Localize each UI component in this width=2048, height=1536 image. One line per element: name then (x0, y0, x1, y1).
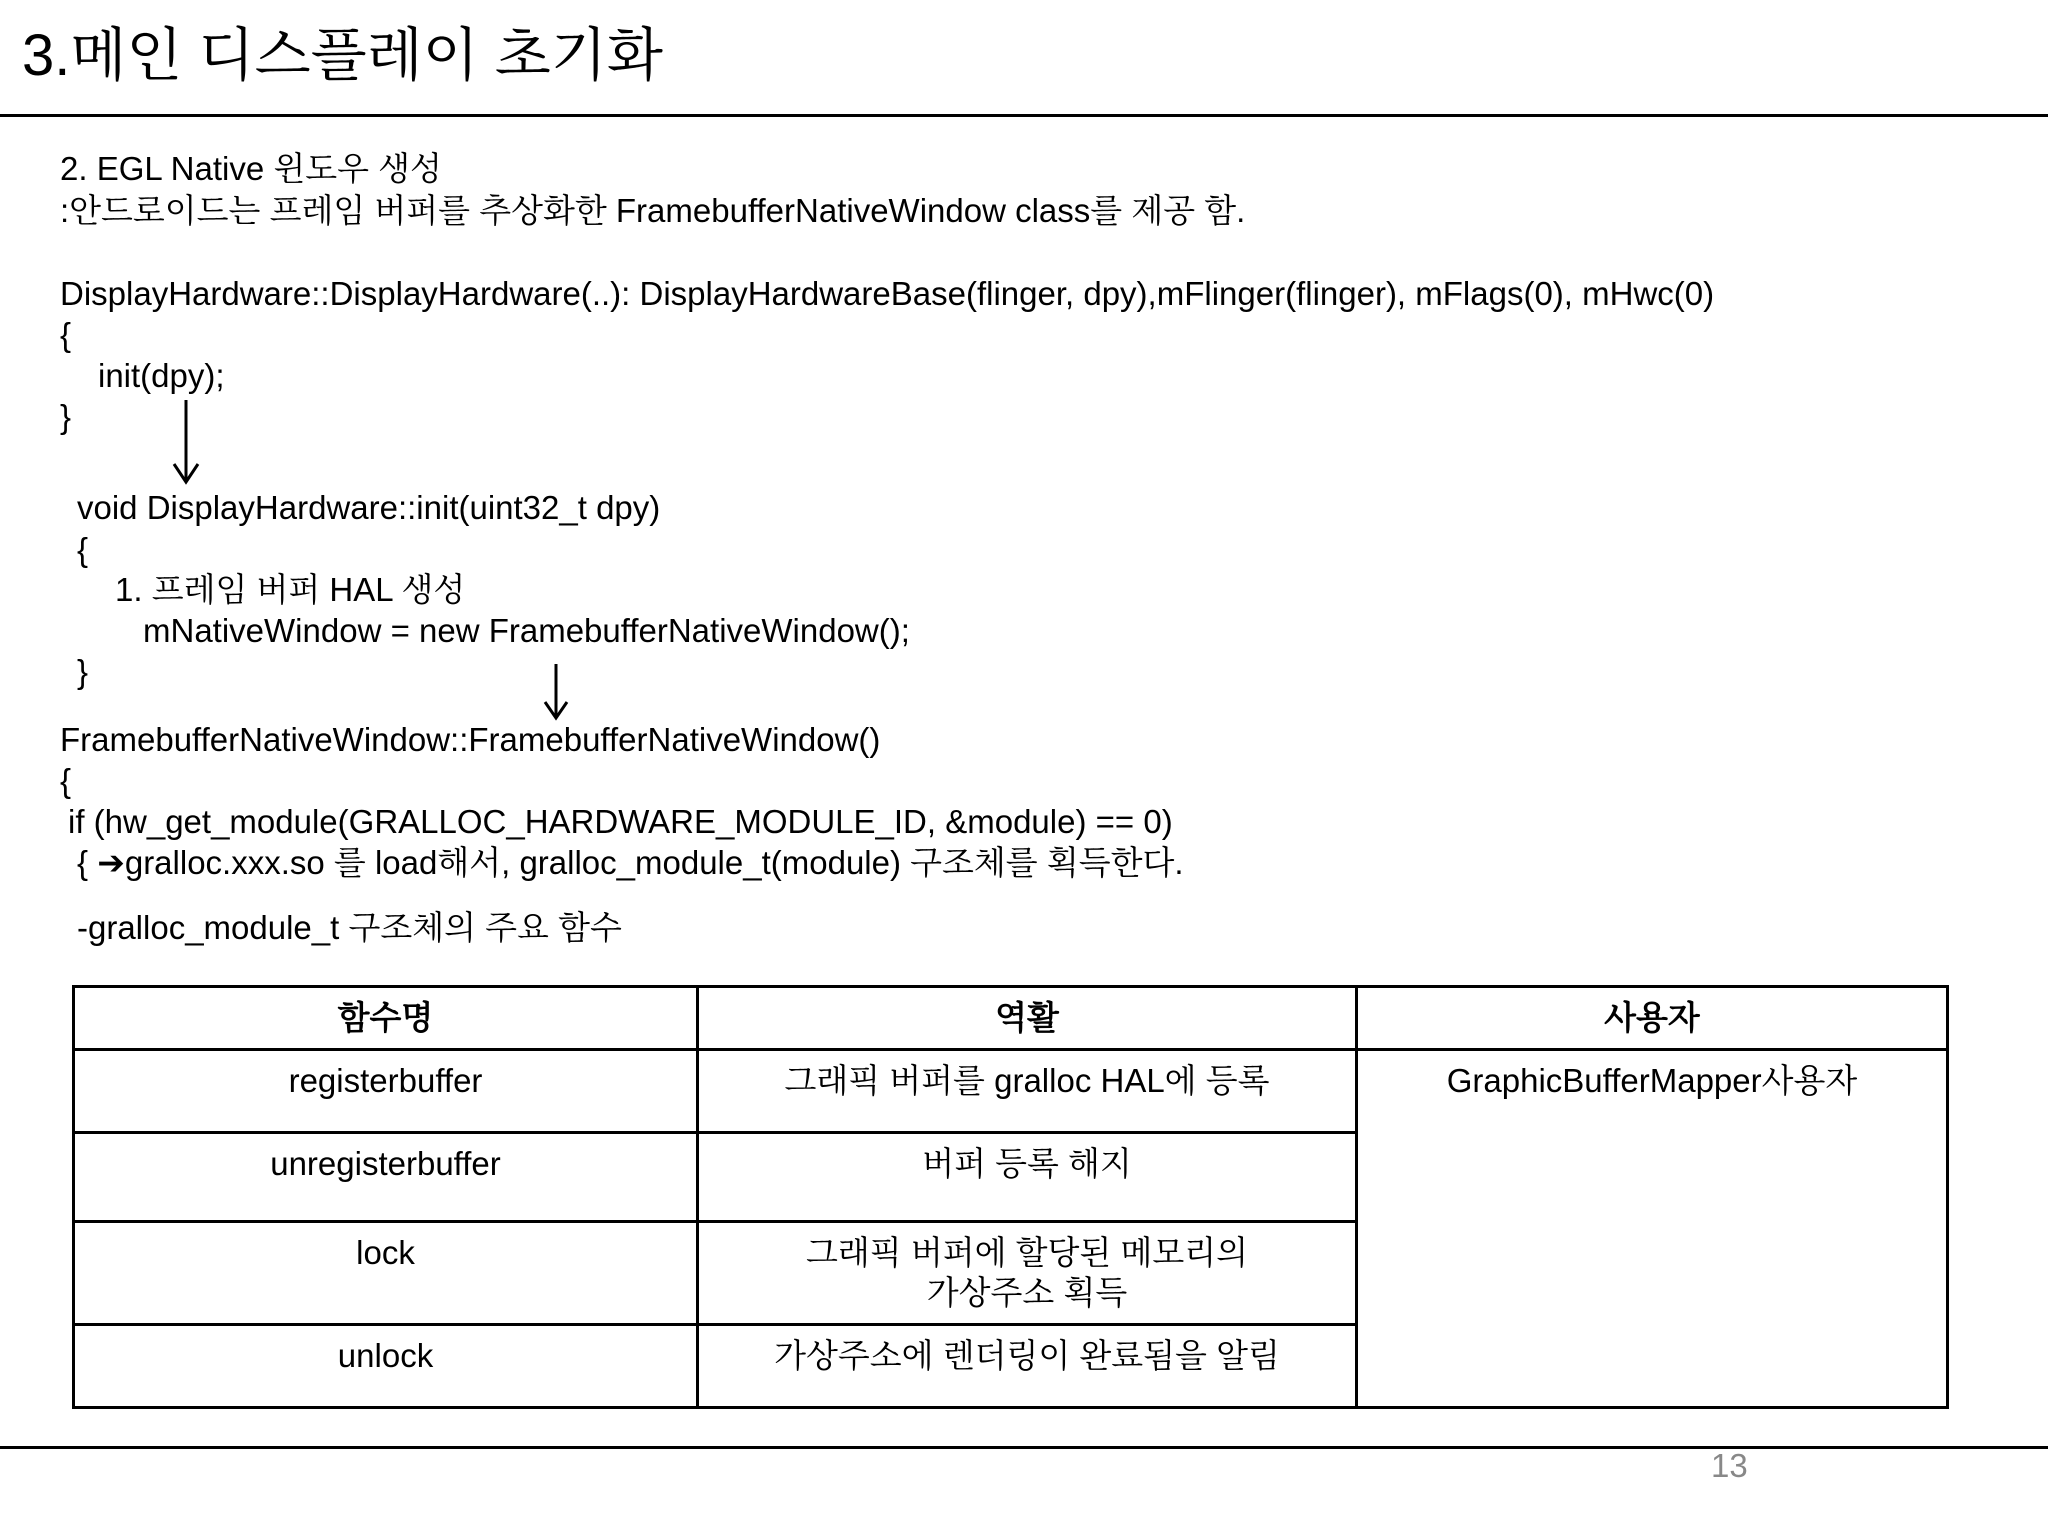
code2-statement: mNativeWindow = new FramebufferNativeWindow(); (143, 612, 910, 649)
header-user: 사용자 (1357, 987, 1948, 1050)
function-name-cell: registerbuffer (74, 1050, 698, 1133)
table-header-row (74, 987, 1948, 1050)
role-cell: 버퍼 등록 해지 (698, 1133, 1357, 1222)
function-name-cell: unlock (74, 1325, 698, 1408)
code1-close-brace: } (60, 398, 72, 435)
role-cell (698, 1222, 1357, 1325)
function-name-cell: unregisterbuffer (74, 1133, 698, 1222)
code2-comment: 1. 프레임 버퍼 HAL 생성 (115, 571, 466, 608)
table-row (74, 1050, 1948, 1133)
code1-init-call: init(dpy); (98, 357, 225, 394)
role-cell: 가상주소에 렌더링이 완료됨을 알림 (698, 1325, 1357, 1408)
code3-signature: FramebufferNativeWindow::FramebufferNativeWindow() (60, 721, 881, 758)
page-number: 13 (1711, 1447, 1748, 1484)
gralloc-functions-table (72, 985, 1949, 1409)
code3-open-brace: { (60, 762, 72, 799)
code3-note: { ➔gralloc.xxx.so 를 load해서, gralloc_module_t(module) 구조체를 획득한다. (77, 844, 1184, 881)
user-cell: GraphicBufferMapper사용자 (1357, 1050, 1948, 1408)
down-arrow-icon (166, 398, 206, 488)
code1-signature: DisplayHardware::DisplayHardware(..): DisplayHardwareBase(flinger, dpy),mFlinger(flinger), mFlags(0), mHwc(0) (60, 275, 1715, 312)
role-cell: 그래픽 버퍼를 gralloc HAL에 등록 (698, 1050, 1357, 1133)
code1-open-brace: { (60, 316, 72, 353)
code2-close-brace: } (77, 653, 89, 690)
table-caption: -gralloc_module_t 구조체의 주요 함수 (77, 909, 622, 946)
header-function-name: 함수명 (74, 987, 698, 1050)
slide-title: 3.메인 디스플레이 초기화 (22, 23, 663, 88)
code3-condition: if (hw_get_module(GRALLOC_HARDWARE_MODULE_ID, &module) == 0) (68, 803, 1173, 840)
section-description: :안드로이드는 프레임 버퍼를 추상화한 FramebufferNativeWindow class를 제공 함. (60, 192, 1246, 229)
header-role: 역활 (698, 987, 1357, 1050)
function-name-cell: lock (74, 1222, 698, 1325)
role-line: 그래픽 버퍼에 할당된 메모리의 (806, 1234, 1248, 1271)
section-heading: 2. EGL Native 윈도우 생성 (60, 150, 442, 187)
role-line: 가상주소 획득 (926, 1274, 1128, 1311)
title-divider (0, 114, 2048, 117)
code2-open-brace: { (77, 531, 89, 568)
code2-signature: void DisplayHardware::init(uint32_t dpy) (77, 489, 661, 526)
